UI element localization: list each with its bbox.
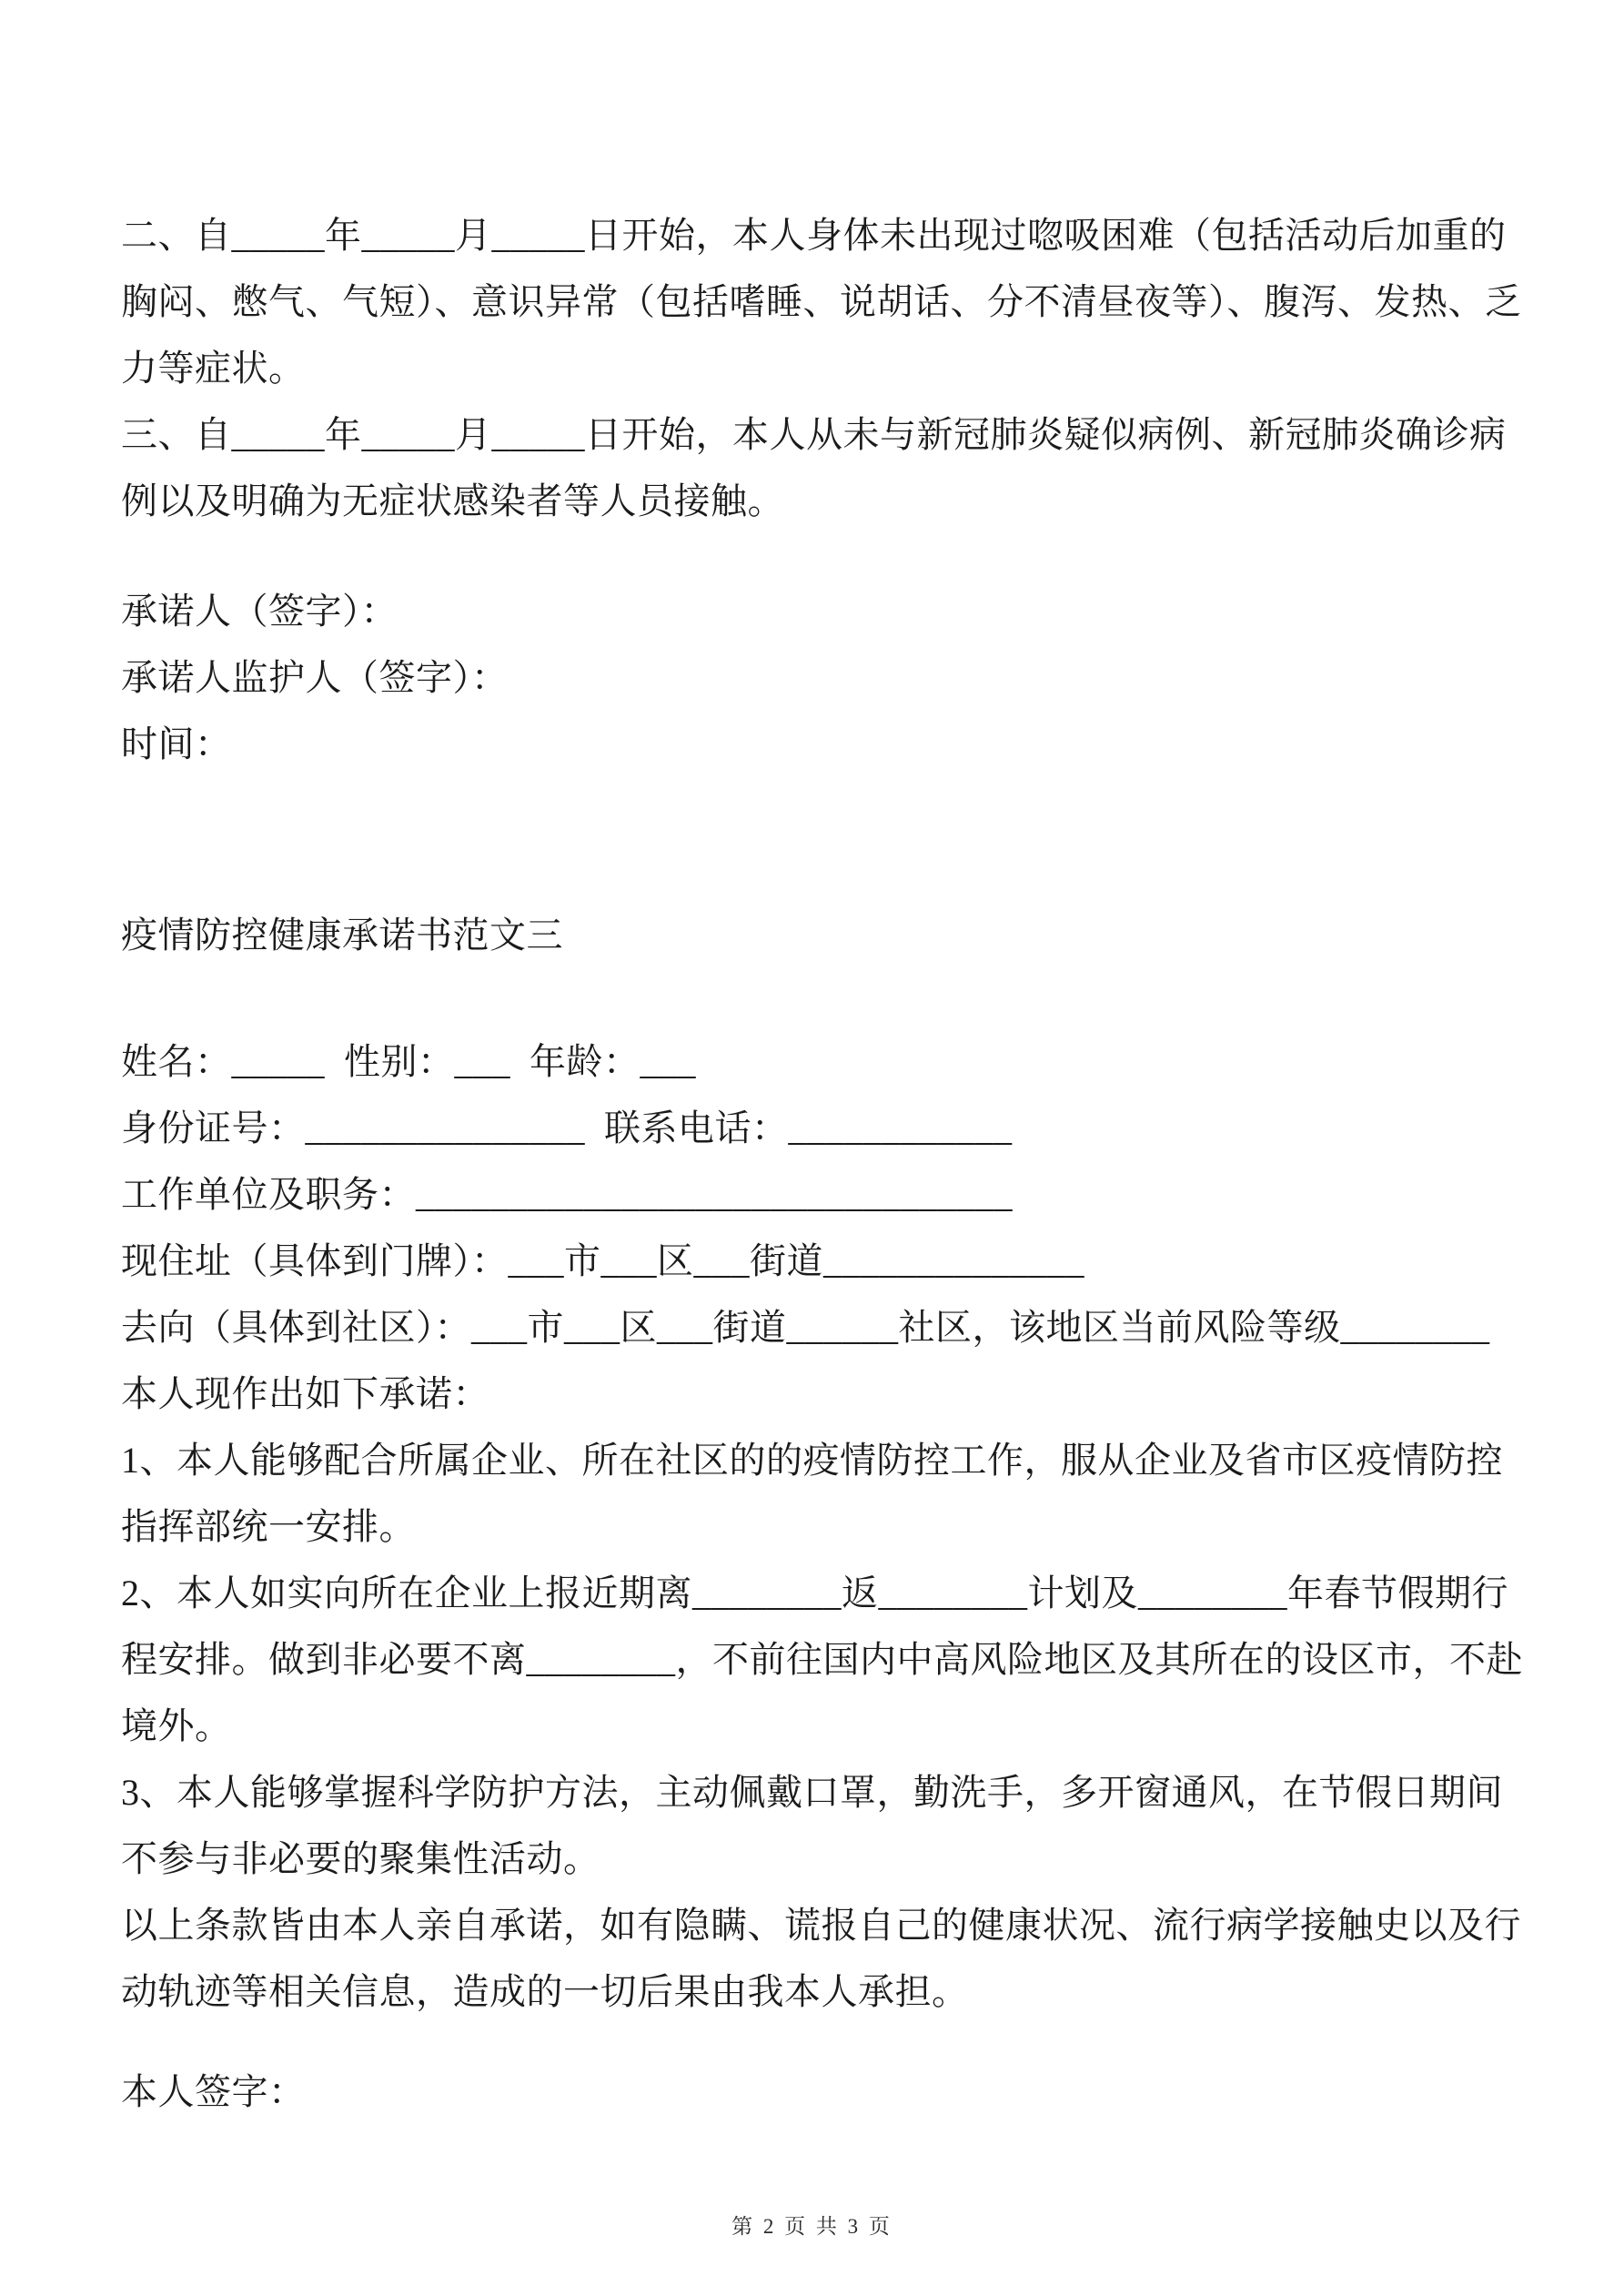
promisor-signature-label: 承诺人（签字）：: [121, 591, 398, 632]
closing-statement-line: 动轨迹等相关信息，造成的一切后果由我本人承担。: [121, 1971, 969, 2012]
commitment-2-line: 2、本人如实向所在企业上报近期离________返________计划及________年春节假期行: [121, 1573, 1508, 1613]
document-content: [121, 202, 1523, 2125]
current-address-line: 现住址（具体到门牌）：___市___区___街道______________: [121, 1240, 1084, 1281]
commitment-item-2-line: 力等症状。: [121, 348, 306, 389]
time-label: 时间：: [121, 723, 232, 764]
page-number-footer: 第 2 页 共 3 页: [731, 2215, 893, 2238]
sample3-section-title: 疫情防控健康承诺书范文三: [121, 915, 563, 956]
name-gender-age-line: 姓名：_____ 性别：___ 年龄：___: [121, 1041, 696, 1082]
work-unit-line: 工作单位及职务：________________________________: [121, 1174, 1013, 1215]
commitment-intro-line: 本人现作出如下承诺：: [121, 1373, 489, 1414]
id-phone-line: 身份证号：_______________ 联系电话：____________: [121, 1108, 1013, 1148]
commitment-1-line: 指挥部统一安排。: [121, 1506, 416, 1547]
commitment-item-2-line: 二、自_____年_____月_____日开始，本人身体未出现过唿吸困难（包括活动后加重的: [121, 215, 1507, 256]
commitment-item-3-line: 三、自_____年_____月_____日开始，本人从未与新冠肺炎疑似病例、新冠肺炎确诊病: [121, 414, 1507, 455]
commitment-1-line: 1、本人能够配合所属企业、所在社区的的疫情防控工作，服从企业及省市区疫情防控: [121, 1440, 1503, 1481]
commitment-item-3-line: 例以及明确为无症状感染者等人员接触。: [121, 480, 784, 521]
commitment-3-line: 不参与非必要的聚集性活动。: [121, 1838, 600, 1879]
destination-line: 去向（具体到社区）：___市___区___街道______社区，该地区当前风险等级________: [121, 1307, 1490, 1348]
commitment-2-line: 境外。: [121, 1705, 232, 1746]
commitment-item-2-line: 胸闷、憋气、气短）、意识异常（包括嗜睡、说胡话、分不清昼夜等）、腹泻、发热、乏: [121, 281, 1522, 322]
commitment-3-line: 3、本人能够掌握科学防护方法，主动佩戴口罩，勤洗手，多开窗通风，在节假日期间: [121, 1772, 1503, 1813]
self-signature-label: 本人签字：: [121, 2071, 306, 2112]
guardian-signature-label: 承诺人监护人（签字）：: [121, 657, 509, 698]
commitment-2-line: 程安排。做到非必要不离________，不前往国内中高风险地区及其所在的设区市，不赴: [121, 1639, 1523, 1680]
closing-statement-line: 以上条款皆由本人亲自承诺，如有隐瞒、谎报自己的健康状况、流行病学接触史以及行: [121, 1905, 1521, 1946]
